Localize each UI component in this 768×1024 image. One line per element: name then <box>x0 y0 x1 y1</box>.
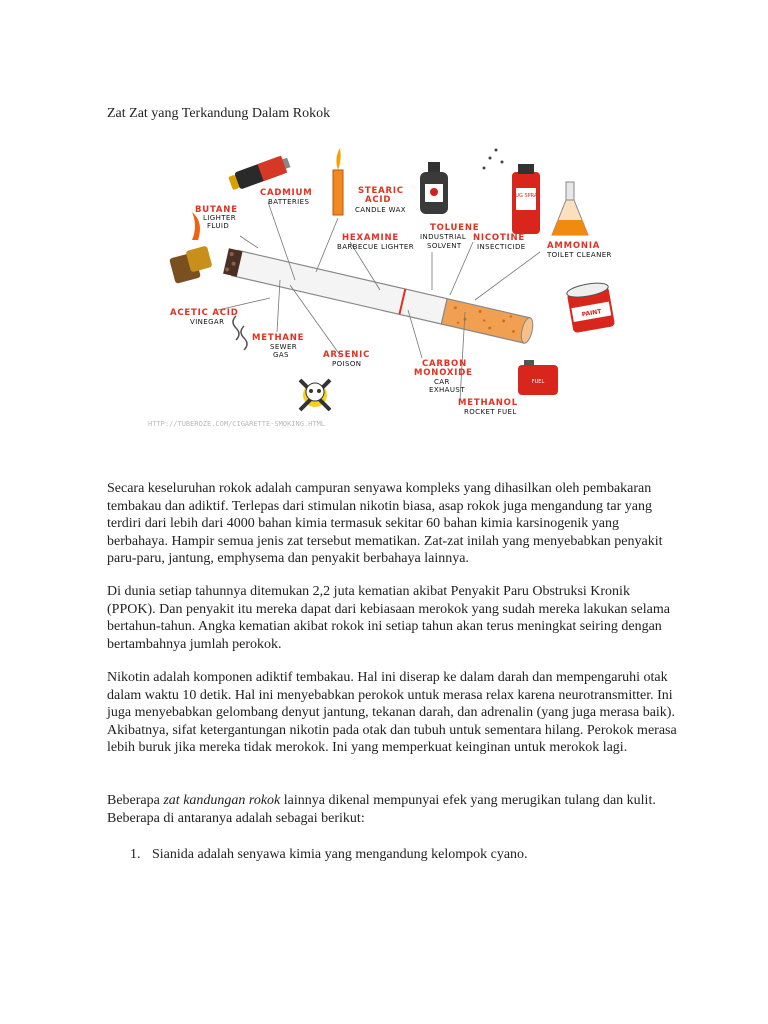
lighter-icon <box>169 212 212 284</box>
poison-bottle-icon <box>420 162 448 214</box>
svg-text:SEWER: SEWER <box>270 343 298 351</box>
svg-text:CANDLE WAX: CANDLE WAX <box>355 206 406 214</box>
list-text: Sianida adalah senyawa kimia yang mengandung kelompok cyano. <box>152 847 528 862</box>
cigarette-chemicals-illustration <box>140 140 620 435</box>
page-title: Zat Zat yang Terkandung Dalam Rokok <box>107 106 331 121</box>
svg-text:GAS: GAS <box>273 351 289 359</box>
candle-icon <box>333 148 343 215</box>
svg-text:INSECTICIDE: INSECTICIDE <box>477 243 526 251</box>
svg-text:ROCKET FUEL: ROCKET FUEL <box>464 408 517 416</box>
label-carbon-monoxide: CARBON <box>422 359 467 369</box>
svg-text:SOLVENT: SOLVENT <box>427 242 462 250</box>
svg-text:LIGHTER: LIGHTER <box>203 214 237 222</box>
svg-text:BUG SPRAY: BUG SPRAY <box>511 193 541 199</box>
bug-spray-can-icon <box>483 149 541 235</box>
skull-crossbones-icon <box>300 380 330 410</box>
paragraph-4: Beberapa zat kandungan rokok lainnya dikenal mempunyai efek yang merugikan tulang dan kulit. Beberapa di antaranya adalah sebagai berikut: <box>107 793 656 826</box>
svg-text:EXHAUST: EXHAUST <box>429 386 465 394</box>
label-stearic: STEARIC <box>358 186 404 196</box>
paragraph-2: Di dunia setiap tahunnya ditemukan 2,2 juta kematian akibat Penyakit Paru Obstruksi Kronik (PPOK). Dan penyakit itu mereka dapat dari kebiasaan merokok yang sudah mereka lakukan selama bertahun-tahun. Angka kematian akibat rokok ini setiap tahun akan terus meningkat seiring dengan bertambahnya jumlah perokok. <box>107 584 670 652</box>
svg-text:CAR: CAR <box>434 378 450 386</box>
paragraph-3: Nikotin adalah komponen adiktif tembakau. Hal ini diserap ke dalam darah dan mempengaruhi otak dalam waktu 10 detik. Hal ini menyebabkan perokok untuk merasa relax karena neurotransmitter. Ini juga menyebabkan gelombang denyut jantung, tekanan darah, dan adrenalin (yang juga merasa baik). Akibatnya, sifat ketergantungan nikotin pada otak dan tubuh untuk sementara hilang. Perokok merasa lebih buruk jika mereka tidak merokok. Ini yang memperkuat keinginan untuk merokok lagi. <box>107 670 677 755</box>
paragraph-1: Secara keseluruhan rokok adalah campuran senyawa kompleks yang dihasilkan oleh pembakaran tembakau dan adiktif. Terlepas dari stimulan nikotin biasa, asap rokok juga mengandung tar yang terdiri dari lebih dari 4000 bahan kimia termasuk sekitar 60 bahan kimia karsinogenik yang berbahaya. Hampir semua jenis zat tersebut mematikan. Zat-zat inilah yang menyebabkan penyakit paru-paru, jantung, emphysema dan penyakit berbahaya lainnya. <box>107 481 663 566</box>
label-methanol: METHANOL <box>458 398 518 408</box>
svg-text:BARBECUE LIGHTER: BARBECUE LIGHTER <box>337 243 414 251</box>
numbered-list <box>130 846 690 864</box>
label-ammonia: AMMONIA <box>547 241 601 251</box>
battery-icon <box>227 154 291 192</box>
gas-fumes-icon <box>233 316 247 350</box>
fuel-can-icon <box>518 360 558 395</box>
label-toluene: TOLUENE <box>430 223 480 233</box>
label-methane: METHANE <box>252 333 305 343</box>
label-cadmium-sub: BATTERIES <box>268 198 310 206</box>
italic-phrase: zat kandungan rokok <box>163 793 281 808</box>
label-cadmium: CADMIUM <box>260 188 313 198</box>
svg-text:INDUSTRIAL: INDUSTRIAL <box>420 233 467 241</box>
svg-text:FLUID: FLUID <box>207 222 230 230</box>
cigarette-icon <box>223 248 535 344</box>
label-butane: BUTANE <box>195 205 238 215</box>
label-arsenic: ARSENIC <box>323 350 371 360</box>
svg-text:VINEGAR: VINEGAR <box>190 318 225 326</box>
label-hexamine: HEXAMINE <box>342 233 399 243</box>
svg-text:MONOXIDE: MONOXIDE <box>414 368 473 378</box>
label-nicotine: NICOTINE <box>473 233 526 243</box>
svg-text:PAINT: PAINT <box>581 308 602 319</box>
list-number: 1. <box>130 847 141 862</box>
label-acetic-acid: ACETIC ACID <box>170 308 239 318</box>
svg-text:POISON: POISON <box>332 360 362 368</box>
list-item <box>130 846 690 864</box>
svg-text:ACID: ACID <box>365 195 392 205</box>
image-credit: HTTP://TUBEROZE.COM/CIGARETTE-SMOKING.HTML <box>148 420 326 428</box>
svg-text:FUEL: FUEL <box>531 379 545 385</box>
paint-can-icon <box>566 281 615 334</box>
svg-text:TOILET CLEANER: TOILET CLEANER <box>547 251 612 259</box>
chemical-flask-icon <box>552 182 588 235</box>
